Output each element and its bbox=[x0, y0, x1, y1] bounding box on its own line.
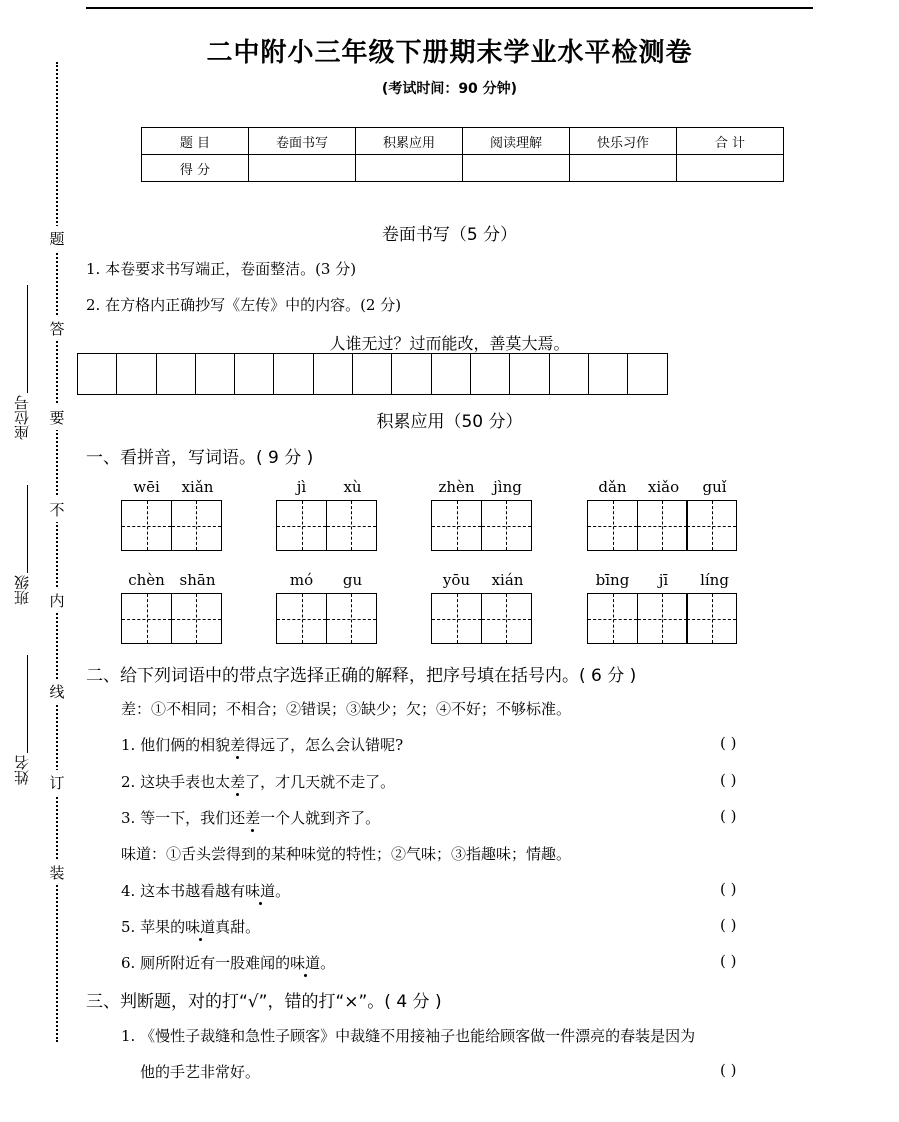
dotted-char: 差 bbox=[230, 736, 246, 754]
grid-cell[interactable] bbox=[550, 354, 589, 394]
binding-char: 线 bbox=[48, 679, 66, 704]
grid-cell[interactable] bbox=[392, 354, 431, 394]
answer-blank[interactable]: ( ) bbox=[720, 952, 737, 970]
score-header-cell: 积累应用 bbox=[356, 128, 463, 155]
score-cell[interactable] bbox=[463, 155, 570, 182]
score-table-row bbox=[142, 155, 784, 182]
pinyin-group bbox=[431, 478, 533, 551]
definition-text: 味道：①舌头尝得到的某种味觉的特性；②气味；③指趣味；情趣。 bbox=[121, 845, 572, 863]
pinyin-text: xiǎo bbox=[647, 478, 680, 496]
pinyin-text: jì bbox=[296, 478, 307, 496]
question-item: 2. 这块手表也太差了，才几天就不走了。 bbox=[121, 773, 396, 791]
grid-cell[interactable] bbox=[78, 354, 117, 394]
binding-char: 内 bbox=[48, 588, 66, 613]
tian-grid[interactable] bbox=[276, 500, 378, 551]
pinyin-group bbox=[431, 571, 533, 644]
grid-cell[interactable] bbox=[510, 354, 549, 394]
part-title: 一、看拼音，写词语。( 9 分 ) bbox=[86, 448, 314, 468]
tian-grid[interactable] bbox=[121, 500, 223, 551]
question-text: 他的手艺非常好。 bbox=[140, 1063, 261, 1081]
score-table-header-row bbox=[142, 128, 784, 155]
pinyin-text: xiǎn bbox=[181, 478, 214, 496]
score-header-cell: 合 计 bbox=[677, 128, 784, 155]
score-table bbox=[141, 127, 784, 182]
grid-cell[interactable] bbox=[471, 354, 510, 394]
question-text: 1. 《慢性子裁缝和急性子顾客》中裁缝不用接袖子也能给顾客做一件漂亮的春装是因为 bbox=[121, 1027, 696, 1045]
dotted-char: 味道 bbox=[290, 954, 321, 972]
pinyin-group bbox=[587, 571, 740, 644]
seat-number-label: 座位号 bbox=[13, 395, 31, 440]
pinyin-text: shān bbox=[179, 571, 216, 589]
binding-char: 答 bbox=[48, 316, 66, 341]
score-cell[interactable] bbox=[249, 155, 356, 182]
section-title-handwriting: 卷面书写（5 分） bbox=[381, 225, 518, 245]
pinyin-group bbox=[121, 571, 223, 644]
grid-cell[interactable] bbox=[314, 354, 353, 394]
pinyin-text: yōu bbox=[442, 571, 471, 589]
answer-blank[interactable]: ( ) bbox=[720, 916, 737, 934]
definition-text: 差：①不相同；不相合；②错误；③缺少；欠；④不好；不够标准。 bbox=[121, 700, 572, 718]
question-item: 5. 苹果的味道真甜。 bbox=[121, 918, 261, 936]
copy-quote: 人谁无过？过而能改，善莫大焉。 bbox=[329, 334, 570, 353]
pinyin-group bbox=[121, 478, 223, 551]
binding-char: 订 bbox=[48, 770, 66, 795]
pinyin-text: jī bbox=[658, 571, 669, 589]
question-item: 4. 这本书越看越有味道。 bbox=[121, 882, 291, 900]
tian-grid[interactable] bbox=[431, 500, 533, 551]
binding-char: 装 bbox=[48, 860, 66, 885]
binding-char: 题 bbox=[48, 226, 66, 251]
pinyin-text: gu bbox=[342, 571, 363, 589]
binding-dotted-line bbox=[56, 62, 58, 1042]
grid-cell[interactable] bbox=[274, 354, 313, 394]
question-item: 6. 厕所附近有一股难闻的味道。 bbox=[121, 954, 336, 972]
question-item: 1. 他们俩的相貌差得远了，怎么会认错呢? bbox=[121, 736, 404, 754]
name-field[interactable] bbox=[27, 655, 28, 753]
answer-blank[interactable]: ( ) bbox=[720, 1061, 737, 1079]
score-cell[interactable] bbox=[356, 155, 463, 182]
binding-char: 要 bbox=[48, 405, 66, 430]
grid-cell[interactable] bbox=[589, 354, 628, 394]
exam-duration: (考试时间：90 分钟) bbox=[381, 81, 518, 97]
tian-grid[interactable] bbox=[431, 593, 533, 644]
score-header-cell: 题 目 bbox=[142, 128, 249, 155]
answer-blank[interactable]: ( ) bbox=[720, 771, 737, 789]
pinyin-text: guǐ bbox=[702, 478, 727, 496]
pinyin-text: dǎn bbox=[598, 478, 627, 496]
dotted-char: 差 bbox=[245, 809, 261, 827]
grid-cell[interactable] bbox=[628, 354, 667, 394]
score-cell[interactable] bbox=[570, 155, 677, 182]
pinyin-text: mó bbox=[289, 571, 314, 589]
answer-blank[interactable]: ( ) bbox=[720, 880, 737, 898]
tian-grid[interactable] bbox=[587, 500, 740, 551]
binding-char: 不 bbox=[48, 497, 66, 522]
grid-cell[interactable] bbox=[117, 354, 156, 394]
class-label: 班级 bbox=[13, 575, 31, 605]
pinyin-text: zhèn bbox=[438, 478, 475, 496]
score-header-cell: 卷面书写 bbox=[249, 128, 356, 155]
score-cell[interactable] bbox=[677, 155, 784, 182]
score-header-cell: 快乐习作 bbox=[570, 128, 677, 155]
tian-grid[interactable] bbox=[276, 593, 378, 644]
dotted-char: 差 bbox=[230, 773, 246, 791]
grid-cell[interactable] bbox=[235, 354, 274, 394]
grid-cell[interactable] bbox=[432, 354, 471, 394]
score-header-cell: 阅读理解 bbox=[463, 128, 570, 155]
grid-cell[interactable] bbox=[157, 354, 196, 394]
page-title: 二中附小三年级下册期末学业水平检测卷 bbox=[206, 38, 693, 68]
name-label: 姓名 bbox=[13, 755, 31, 785]
pinyin-text: chèn bbox=[128, 571, 165, 589]
pinyin-text: líng bbox=[700, 571, 729, 589]
question-item: 3. 等一下，我们还差一个人就到齐了。 bbox=[121, 809, 381, 827]
pinyin-text: xù bbox=[343, 478, 362, 496]
copy-grid[interactable] bbox=[77, 353, 668, 395]
top-rule bbox=[86, 7, 813, 9]
pinyin-group bbox=[587, 478, 740, 551]
part-title: 三、判断题，对的打“√”，错的打“×”。( 4 分 ) bbox=[86, 992, 442, 1012]
part-title: 二、给下列词语中的带点字选择正确的解释，把序号填在括号内。( 6 分 ) bbox=[86, 666, 637, 686]
answer-blank[interactable]: ( ) bbox=[720, 734, 737, 752]
answer-blank[interactable]: ( ) bbox=[720, 807, 737, 825]
pinyin-group bbox=[276, 571, 378, 644]
pinyin-text: bīng bbox=[595, 571, 630, 589]
question-text: 2. 在方格内正确抄写《左传》中的内容。(2 分) bbox=[86, 296, 402, 314]
grid-cell[interactable] bbox=[196, 354, 235, 394]
tian-grid[interactable] bbox=[121, 593, 223, 644]
pinyin-text: jìng bbox=[493, 478, 522, 496]
dotted-char: 味道 bbox=[245, 882, 276, 900]
section-title-accumulation: 积累应用（50 分） bbox=[376, 412, 523, 432]
class-field[interactable] bbox=[27, 485, 28, 573]
dotted-char: 味道 bbox=[185, 918, 216, 936]
grid-cell[interactable] bbox=[353, 354, 392, 394]
score-row-label: 得 分 bbox=[142, 155, 249, 182]
question-text: 1. 本卷要求书写端正，卷面整洁。(3 分) bbox=[86, 260, 357, 278]
pinyin-group bbox=[276, 478, 378, 551]
pinyin-text: wēi bbox=[133, 478, 160, 496]
pinyin-text: xián bbox=[491, 571, 524, 589]
tian-grid[interactable] bbox=[587, 593, 740, 644]
